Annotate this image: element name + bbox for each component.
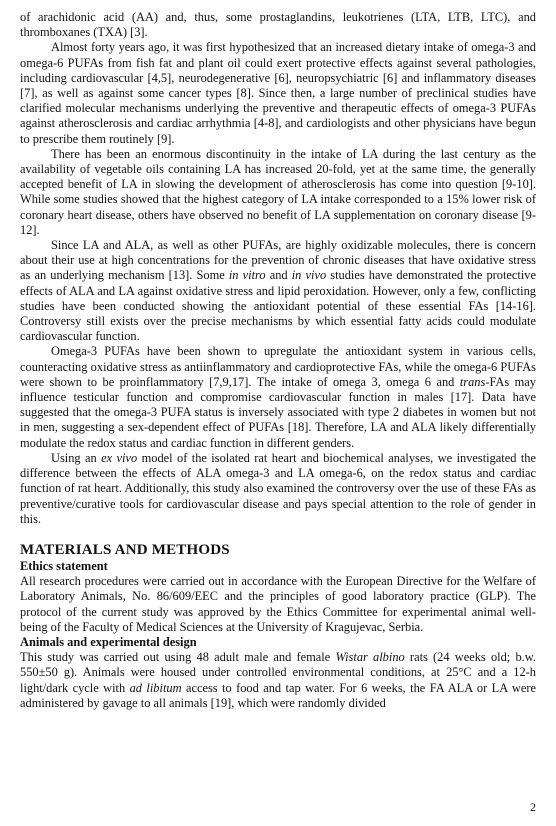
italic-term: trans (459, 374, 486, 389)
text-run: Omega-3 PUFAs have been shown to upregulate the antioxidant system in various cells, counteracting oxidative stress as antiinflammatory and cardioprotective FAs, while the omega-6 PUFAs were shown to be proinflammatory [7,9,17]. The intake of omega 3, omega 6 and (20, 344, 536, 389)
paragraph-animals (20, 650, 536, 711)
text-run: model of the isolated rat heart and biochemical analyses, we investigated the difference between the effects of ALA omega-3 and LA omega-6, on the redox status and cardiac function of rat heart. Additionally, this study also examined the controversy over the use of these FAs as preventive/curative tools for cardiovascular disease and pays special attention to the role of gender in this. (20, 450, 536, 526)
paragraph-ethics: All research procedures were carried out in accordance with the European Directive for the Welfare of Laboratory Animals, No. 86/609/EEC and the principles of good laboratory practice (GLP). The protocol of the current study was approved by the Ethics Committee for experimental animal well-being of the Faculty of Medical Sciences at the University of Kragujevac, Serbia. (20, 574, 536, 634)
text-run: access to food and tap water. For 6 weeks, the FA ALA or LA were administered by gavage to all animals [19], which were randomly divided (20, 680, 536, 710)
paragraph-oxidative-stress (20, 238, 536, 344)
subsection-heading-ethics: Ethics statement (20, 558, 108, 573)
paragraph-omega-history: Almost forty years ago, it was first hypothesized that an increased dietary intake of omega-3 and omega-6 PUFAs from fish fat and plant oil could exert protective effects against several pathologies, including cardiovascular [4,5], neurodegenerative [6], neuropsychiatric [6] and inflammatory diseases [7], as well as against some cancer types [8]. Since then, a large number of preclinical studies have clarified molecular mechanisms underlying the preventive and therapeutic effects of omega-3 PUFAs against atherosclerosis and cardiac arrhythmia [4-8], and cardiologists and other physicians have begun to prescribe them routinely [9]. (20, 40, 536, 146)
text-run: Since LA and ALA, as well as other PUFAs, are highly oxidizable molecules, there is concern about their use at high concentrations for the prevention of chronic diseases that have oxidative stress as an underlying mechanism [13]. Some (20, 238, 536, 283)
italic-term: ad libitum (129, 680, 182, 695)
page-number: 2 (530, 800, 536, 814)
text-run: studies have demonstrated the protective effects of ALA and LA against oxidative stress and lipid peroxidation. However, only a few, conflicting studies have been conducted showing the antioxidant potential of these essential FAs [14-16]. Controversy still exists over the precise mechanisms by which essential fatty acids could modulate cardiovascular function. (20, 268, 537, 344)
text-run: rats (24 weeks old; b.w. 550±50 g). Animals were housed under controlled environmental conditions, at 25°C and a 12-h light/dark cycle with (20, 650, 536, 695)
italic-term: in vivo (291, 268, 327, 283)
paragraph-omega-antioxidant (20, 344, 536, 450)
section-heading: MATERIALS AND METHODS (20, 541, 230, 558)
paper-page (20, 10, 536, 711)
italic-term: Wistar albino (335, 650, 405, 665)
paragraph-continued: of arachidonic acid (AA) and, thus, some prostaglandins, leukotrienes (LTA, LTB, LTC), and thromboxanes (TXA) [3]. (20, 10, 536, 40)
italic-term: in vitro (228, 268, 266, 283)
text-run: This study was carried out using 48 adult male and female (20, 650, 336, 665)
text-run: and (265, 268, 292, 283)
text-run: -FAs may influence testicular function and compromise cardiovascular function in males [17]. Data have suggested that the omega-3 PUFA status is inversely associated with type 2 diabetes in women but not in men, suggesting a sex-dependent effect of PUFAs [18]. Therefore, LA and ALA likely differentially modulate the redox status and cardiac function in different genders. (20, 374, 536, 450)
text-run: Using an (51, 450, 102, 465)
subsection-heading-animals: Animals and experimental design (20, 634, 197, 649)
paragraph-study-aim (20, 451, 536, 527)
italic-term: ex vivo (101, 450, 138, 465)
paragraph-la-intake: There has been an enormous discontinuity in the intake of LA during the last century as the availability of vegetable oils containing LA has increased 20-fold, yet at the same time, the generally accepted benefit of LA in slowing the development of atherosclerosis has come into question [9-10]. While some studies showed that the highest category of LA intake corresponded to a 15% lower risk of coronary heart disease, others have observed no benefit of LA supplementation on coronary disease [9-12]. (20, 146, 536, 237)
